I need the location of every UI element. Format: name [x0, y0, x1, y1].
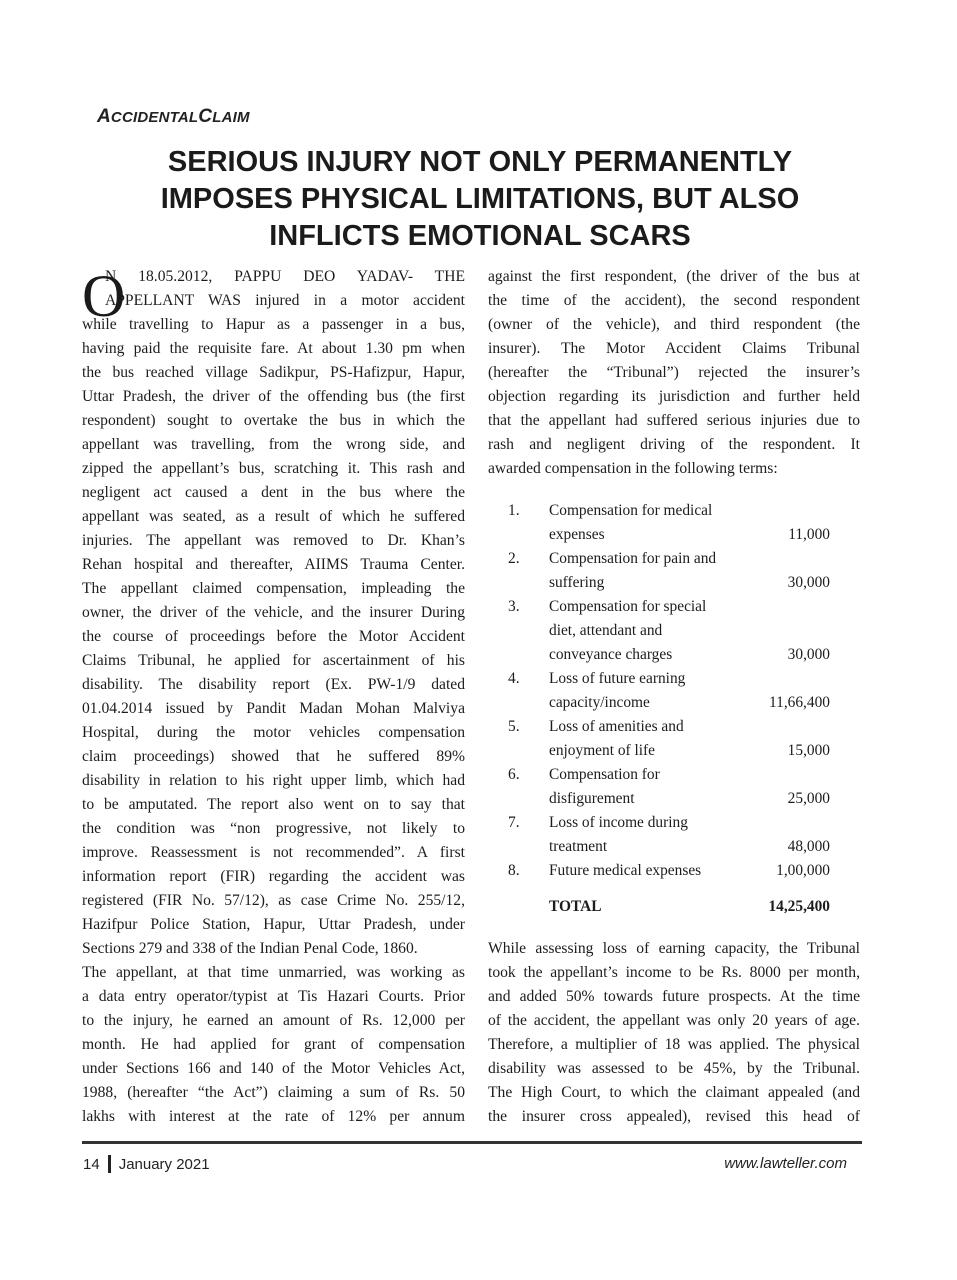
text-line: that the appellant had suffered serious injuries due to: [488, 412, 860, 429]
item-description: treatment: [549, 838, 608, 855]
text-line: lakhs with interest at the rate of 12% per annum: [82, 1108, 465, 1125]
website: www.lawteller.com: [724, 1155, 847, 1172]
text-line: appellant was travelling, from the wrong side, and: [82, 436, 465, 453]
item-description: suffering: [549, 574, 605, 591]
compensation-row: [508, 643, 830, 667]
item-description: diet, attendant and: [549, 622, 663, 639]
item-amount: 11,000: [788, 526, 830, 543]
text-line: injuries. The appellant was removed to Dr. Khan’s: [82, 532, 465, 549]
compensation-row: [508, 571, 830, 595]
compensation-row: [508, 523, 830, 547]
section-label-initial: A: [97, 106, 111, 127]
item-amount: [754, 811, 830, 835]
item-amount: 1,00,000: [776, 862, 830, 879]
item-number: [508, 523, 549, 547]
intro-paragraph: [488, 265, 860, 481]
text-line: the bus reached village Sadikpur, PS-Hafizpur, Hapur,: [82, 364, 465, 381]
text-line: Hazifpur Police Station, Hapur, Uttar Pradesh, under: [82, 916, 465, 933]
item-number: 4.: [508, 670, 520, 687]
item-description: conveyance charges: [549, 646, 673, 663]
item-description: Compensation for medical: [549, 502, 713, 519]
text-line: the insurer cross appealed), revised this head of: [488, 1108, 860, 1125]
item-number: [508, 691, 549, 715]
text-line: rash and negligent driving of the respondent. It: [488, 436, 860, 453]
item-description: Compensation for: [549, 766, 660, 783]
text-line: 01.04.2014 issued by Pandit Madan Mohan Malviya: [82, 700, 465, 717]
item-number: [508, 835, 549, 859]
item-description: capacity/income: [549, 694, 650, 711]
text-line: The High Court, to which the claimant appealed (and: [488, 1084, 860, 1101]
text-line: of the accident, the appellant was only 20 years of age.: [488, 1012, 860, 1029]
text-line: awarded compensation in the following terms:: [488, 460, 778, 477]
compensation-row: [508, 619, 830, 643]
text-line: against the first respondent, (the driver of the bus at: [488, 268, 860, 285]
item-number: [508, 571, 549, 595]
section-label: [97, 106, 250, 128]
footer-left: [83, 1155, 210, 1173]
item-amount: [754, 619, 830, 643]
title-line: SERIOUS INJURY NOT ONLY PERMANENTLY: [167, 146, 793, 178]
text-line: 1988, (hereafter “the Act”) claiming a sum of Rs. 50: [82, 1084, 465, 1101]
drop-cap: O: [82, 263, 126, 329]
text-line: month. He had applied for grant of compensation: [82, 1036, 465, 1053]
text-line: owner, the driver of the vehicle, and the insurer During: [82, 604, 465, 621]
text-line: to the injury, he earned an amount of Rs. 12,000 per: [82, 1012, 465, 1029]
text-line: While assessing loss of earning capacity, the Tribunal: [488, 940, 860, 957]
text-line: to be amputated. The report also went on to say that: [82, 796, 465, 813]
item-description: Loss of income during: [549, 814, 688, 831]
item-amount: [754, 595, 830, 619]
text-line: information report (FIR) regarding the accident was: [82, 868, 465, 885]
text-line: insurer). The Motor Accident Claims Tribunal: [488, 340, 860, 357]
text-line: Hospital, during the motor vehicles compensation: [82, 724, 465, 741]
item-description: Future medical expenses: [549, 862, 702, 879]
item-number: 6.: [508, 766, 520, 783]
text-line: the condition was “non progressive, not likely to: [82, 820, 465, 837]
text-line: the course of proceedings before the Motor Accident: [82, 628, 465, 645]
text-line: a data entry operator/typist at Tis Hazari Courts. Prior: [82, 988, 465, 1005]
compensation-row: [508, 691, 830, 715]
item-number: 7.: [508, 814, 520, 831]
item-amount: [754, 715, 830, 739]
text-line: having paid the requisite fare. At about 1.30 pm when: [82, 340, 465, 357]
item-amount: [754, 667, 830, 691]
article-title: [80, 144, 880, 255]
text-line: negligent act caused a dent in the bus where the: [82, 484, 465, 501]
text-line: disability. The disability report (Ex. PW-1/9 dated: [82, 676, 465, 693]
item-amount: 30,000: [787, 574, 830, 591]
total-row: [508, 883, 830, 919]
compensation-row: [508, 739, 830, 763]
item-description: disfigurement: [549, 790, 635, 807]
text-line: appellant was seated, as a result of which he suffered: [82, 508, 465, 525]
compensation-row: [508, 859, 830, 883]
item-number: 1.: [508, 502, 520, 519]
footer-divider: [108, 1155, 111, 1173]
compensation-row: [508, 667, 830, 691]
item-description: expenses: [549, 526, 605, 543]
item-number: [508, 739, 549, 763]
total-amount: 14,25,400: [768, 898, 830, 915]
text-line: Claims Tribunal, he applied for ascertainment of his: [82, 652, 465, 669]
item-amount: 48,000: [787, 838, 830, 855]
item-amount: 30,000: [787, 646, 830, 663]
right-column: [488, 265, 860, 1129]
text-line: the time of the accident), the second respondent: [488, 292, 860, 309]
title-line: INFLICTS EMOTIONAL SCARS: [269, 220, 691, 252]
text-line: and added 50% towards future prospects. At the time: [488, 988, 860, 1005]
compensation-row: [508, 715, 830, 739]
text-line: claim proceedings) showed that he suffered 89%: [82, 748, 465, 765]
section-label-initial: C: [198, 106, 213, 127]
left-column: [82, 265, 465, 1129]
item-amount: 15,000: [787, 742, 830, 759]
item-number: [508, 643, 549, 667]
compensation-table: [508, 499, 830, 919]
item-description: Compensation for pain and: [549, 550, 717, 567]
item-number: [508, 787, 549, 811]
text-line: (hereafter the “Tribunal”) rejected the insurer’s: [488, 364, 860, 381]
item-amount: 25,000: [787, 790, 830, 807]
footer-rule: [82, 1141, 862, 1144]
spacer: [508, 883, 549, 919]
item-amount: [754, 499, 830, 523]
section-label-text: LAIM: [212, 109, 250, 126]
text-line: Sections 279 and 338 of the Indian Penal Code, 1860.: [82, 940, 418, 957]
text-line: disability in relation to his right upper limb, which had: [82, 772, 465, 789]
text-line: Uttar Pradesh, the driver of the offending bus (the first: [82, 388, 465, 405]
text-line: Therefore, a multiplier of 18 was applied. The physical: [488, 1036, 860, 1053]
item-description: enjoyment of life: [549, 742, 655, 759]
compensation-row: [508, 835, 830, 859]
compensation-row: [508, 595, 830, 619]
text-line: APPELLANT WAS injured in a motor accident: [105, 292, 465, 309]
item-number: [508, 619, 549, 643]
text-line: zipped the appellant’s bus, scratching it. This rash and: [82, 460, 465, 477]
assessment-paragraph: [488, 937, 860, 1129]
item-amount: [754, 547, 830, 571]
issue-date: January 2021: [118, 1155, 210, 1173]
text-line: respondent) sought to overtake the bus in which the: [82, 412, 465, 429]
item-number: 5.: [508, 718, 520, 735]
text-line: The appellant, at that time unmarried, was working as: [82, 964, 465, 981]
text-line: improve. Reassessment is not recommended”. A first: [82, 844, 465, 861]
item-amount: [754, 763, 830, 787]
compensation-row: [508, 547, 830, 571]
item-number: 3.: [508, 598, 520, 615]
item-description: Compensation for special: [549, 598, 707, 615]
page-number: 14: [83, 1155, 100, 1173]
title-line: IMPOSES PHYSICAL LIMITATIONS, BUT ALSO: [160, 183, 800, 215]
text-line: Rehan hospital and thereafter, AIIMS Trauma Center.: [82, 556, 465, 573]
item-number: 8.: [508, 862, 520, 879]
item-amount: 11,66,400: [769, 694, 830, 711]
compensation-row: [508, 763, 830, 787]
compensation-row: [508, 499, 830, 523]
text-line: under Sections 166 and 140 of the Motor Vehicles Act,: [82, 1060, 465, 1077]
text-line: disability was assessed to be 45%, by the Tribunal.: [488, 1060, 860, 1077]
text-line: N 18.05.2012, PAPPU DEO YADAV- THE: [105, 268, 465, 285]
text-line: objection regarding its jurisdiction and further held: [488, 388, 860, 405]
text-line: registered (FIR No. 57/12), as case Crime No. 255/12,: [82, 892, 465, 909]
item-description: Loss of amenities and: [549, 718, 684, 735]
item-number: 2.: [508, 550, 520, 567]
text-line: took the appellant’s income to be Rs. 8000 per month,: [488, 964, 860, 981]
section-label-text: CCIDENTAL: [110, 109, 199, 126]
total-label: TOTAL: [549, 898, 602, 915]
text-line: The appellant claimed compensation, impleading the: [82, 580, 465, 597]
text-line: (owner of the vehicle), and third respondent (the: [488, 316, 860, 333]
text-line: while travelling to Hapur as a passenger in a bus,: [82, 316, 465, 333]
compensation-row: [508, 811, 830, 835]
compensation-row: [508, 787, 830, 811]
item-description: Loss of future earning: [549, 670, 686, 687]
